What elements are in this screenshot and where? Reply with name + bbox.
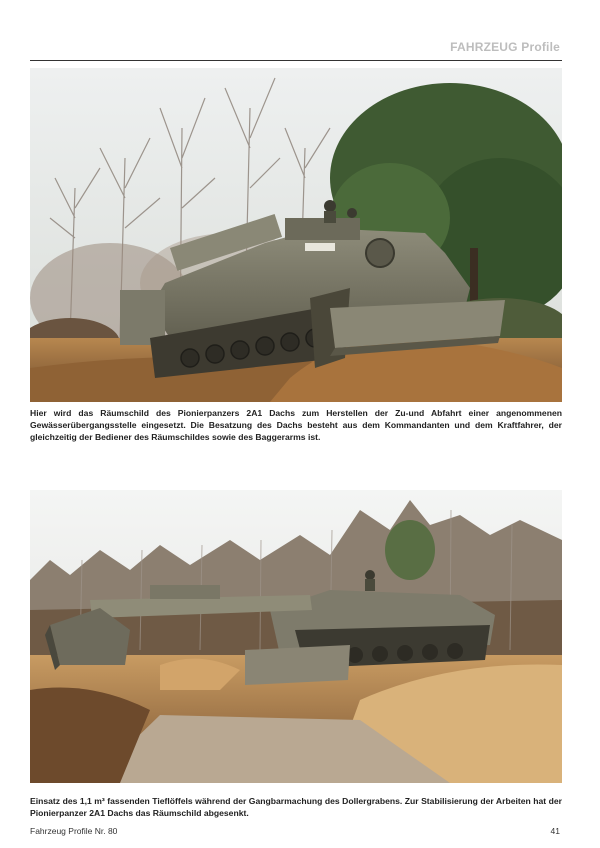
photo-excavator-arm <box>30 490 562 783</box>
photo-dozer-blade <box>30 68 562 402</box>
page-number: 41 <box>550 826 560 836</box>
caption-photo-2: Einsatz des 1,1 m³ fassenden Tieflöffels während der Gangbarmachung des Dollergrabens. Zur Stabilisierung der Arbeiten hat der Pionierpanzer 2A1 Dachs das Räumschild abgesenkt. <box>30 796 562 818</box>
footer-publication: Fahrzeug Profile Nr. 80 <box>30 826 118 836</box>
series-label: FAHRZEUG Profile <box>450 40 560 54</box>
header-rule <box>30 60 562 61</box>
caption-photo-1: Hier wird das Räumschild des Pionierpanzers 2A1 Dachs zum Herstellen der Zu-und Abfahrt einer angenommenen Gewässerübergangsstelle eingesetzt. Die Besatzung des Dachs besteht aus dem Kommandanten und dem Kraftfahrer, der gleichzeitig der Bediener des Räumschildes sowie des Baggerarms ist. <box>30 408 562 442</box>
